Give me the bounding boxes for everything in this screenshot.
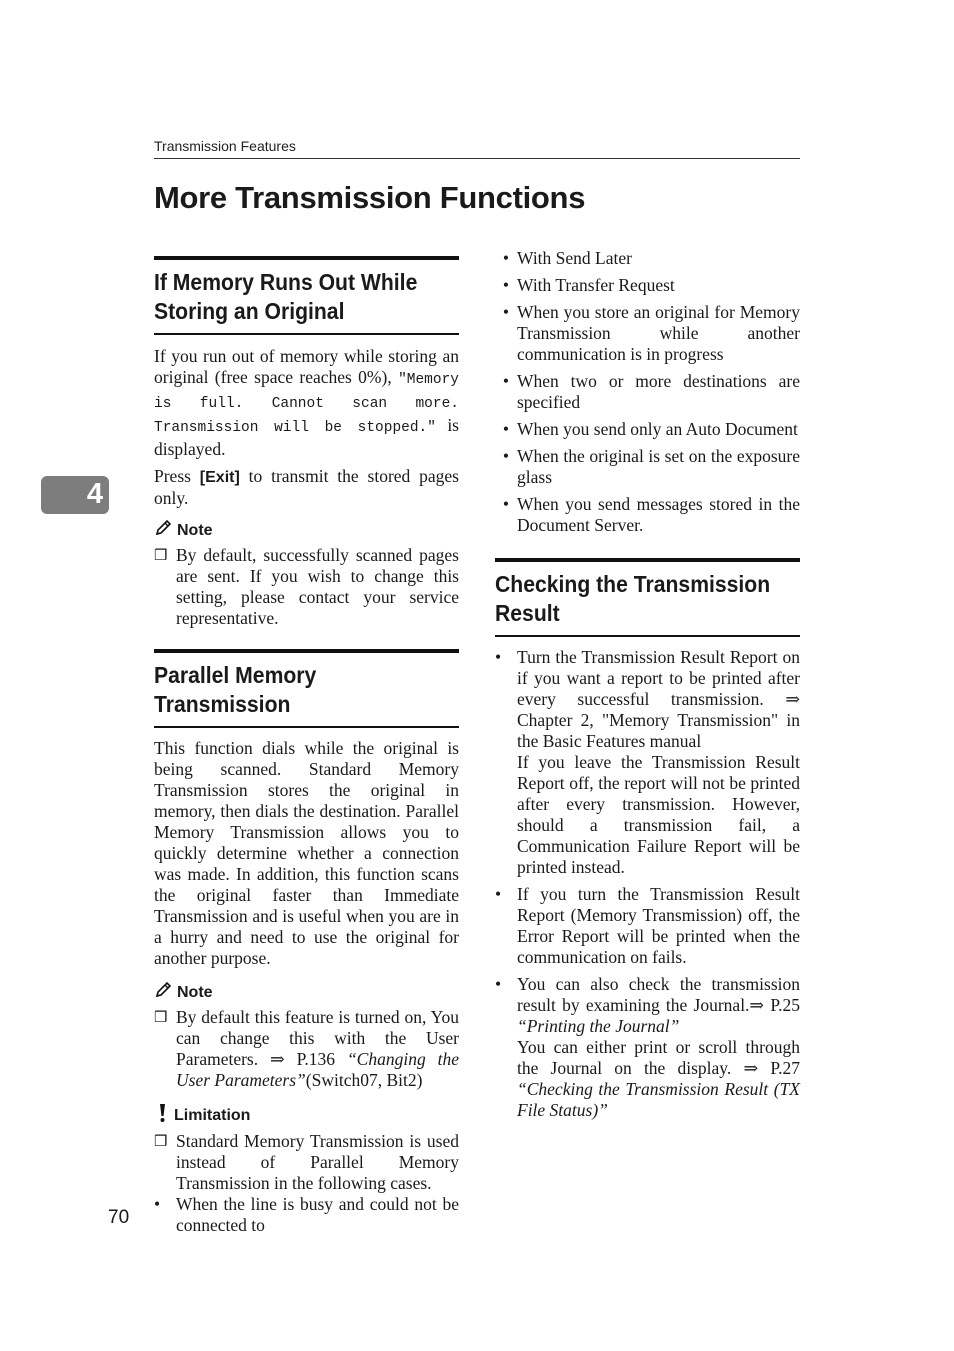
memory-section-heading [154,256,459,335]
list-item: • With Send Later [495,248,800,269]
tx-file-status-reference: “Checking the Transmission Result (TX File Status)” [517,1079,800,1120]
left-column [154,256,459,1242]
list-item: • Turn the Transmission Result Report on if you want a report to be printed after every successful transmission. ⇒ Chapter 2, "Memory Transmission" in the Basic Features manual If you leave the Transmission Result Report off, the report will not be printed after every transmission. However, should a transmission fail, a Communication Failure Report will be printed instead. [495,647,800,877]
limitation-heading [154,1103,459,1128]
limitation-item: ❒ Standard Memory Transmission is used instead of Parallel Memory Transmission in the following cases. [154,1131,459,1193]
bullet-dot: • [502,494,510,514]
checking-section-heading [495,558,800,637]
list-item: • When you send only an Auto Document [495,419,800,440]
list-item: • When you store an original for Memory Transmission while another communication is in progress [495,302,800,365]
parallel-paragraph: This function dials while the original is being scanned. Standard Memory Transmission stores the original in memory, then dials the destination. Parallel Memory Transmission allows you to quickly determine whether a connection was made. In addition, this function scans the original faster than Immediate Transmission and is useful when you are in a hurry and need to use the original for another purpose. [154,738,459,968]
limitation-label: Limitation [174,1106,251,1124]
note-heading [154,981,459,1004]
page-number: 70 [108,1207,130,1228]
memory-full-message: "Memory is full. Cannot scan more. Transmission will be stopped." [154,372,459,436]
bullet-dot: • [502,302,510,322]
list-item: • When the line is busy and could not be connected to [154,1194,459,1235]
list-item: • When you send messages stored in the Document Server. [495,494,800,536]
page-title: More Transmission Functions [154,180,586,215]
checkbox-icon: ❒ [154,546,168,564]
printing-journal-reference: “Printing the Journal” [517,1016,680,1036]
bullet-dot: • [502,275,510,295]
bullet-dot: • [502,446,510,466]
pencil-icon [154,519,173,542]
limitation-bullet-list [154,1194,459,1236]
note-label: Note [177,983,213,1001]
checking-bullet-list [495,647,800,1121]
list-item: • You can also check the transmission result by examining the Journal.⇒ P.25 “Printing the Journal” You can either print or scroll through the Journal on the display. ⇒ P.27 “Checking the Transmission Result (TX File Status)” [495,974,800,1120]
checking-heading-line2: Result [495,600,560,626]
checking-heading-line1: Checking the Transmission [495,571,771,597]
note-label: Note [177,521,213,539]
memory-paragraph: If you run out of memory while storing an original (free space reaches 0%), "Memory is full. Cannot scan more. Transmission will be stopped." is displayed. [154,346,459,459]
parallel-heading: Parallel Memory Transmission [154,662,317,717]
note-heading [154,519,459,542]
bullet-dot: • [495,647,502,667]
exclamation-icon [154,1103,170,1128]
note-item: ❒ By default this feature is turned on, You can change this with the User Parameters. ⇒ P.136 “Changing the User Parameters”(Switch07, Bit2) [154,1007,459,1090]
list-item: • If you turn the Transmission Result Report (Memory Transmission) off, the Error Report will be printed when the communication on fails. [495,884,800,967]
memory-heading-line2: Storing an Original [154,298,345,324]
list-item: • When the original is set on the exposure glass [495,446,800,488]
bullet-dot: • [154,1194,161,1214]
right-column [495,248,800,1127]
bullet-dot: • [495,884,502,904]
header-rule [154,158,800,159]
memory-heading-line1: If Memory Runs Out While [154,269,418,295]
chapter-number: 4 [86,478,103,510]
exit-paragraph: Press [Exit] to transmit the stored pages only. [154,466,459,508]
list-item: • With Transfer Request [495,275,800,296]
user-parameters-reference: “Changing the User Parameters” [176,1049,459,1090]
exit-key-label: [Exit] [199,469,240,486]
bullet-dot: • [495,974,502,994]
chapter-tab [41,476,109,514]
parallel-section-heading [154,649,459,728]
list-item: • When two or more destinations are specified [495,371,800,413]
cases-bullet-list [495,248,800,536]
checkbox-icon: ❒ [154,1008,168,1026]
bullet-dot: • [502,248,510,268]
pencil-icon [154,981,173,1004]
running-header: Transmission Features [154,138,296,154]
bullet-dot: • [502,419,510,439]
note-item: ❒ By default, successfully scanned pages are sent. If you wish to change this setting, please contact your service representative. [154,545,459,628]
checkbox-icon: ❒ [154,1132,168,1150]
bullet-dot: • [502,371,510,391]
